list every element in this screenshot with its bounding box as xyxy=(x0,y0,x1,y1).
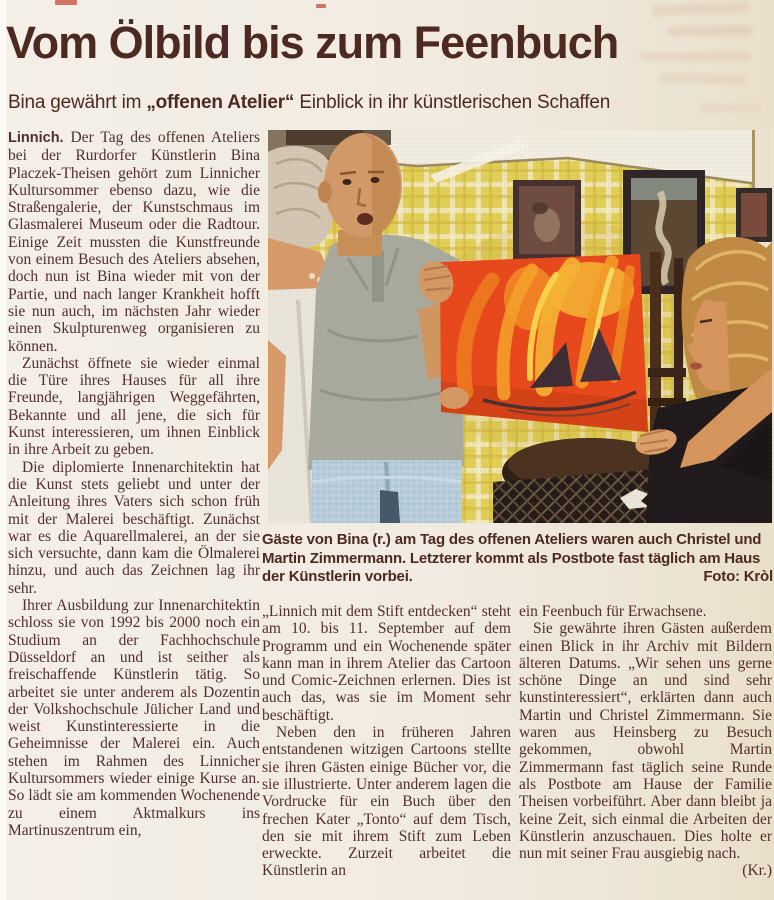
subhead-bold-text: „offenen Atelier“ xyxy=(146,92,295,113)
subhead-text: Bina gewährt im xyxy=(8,92,147,113)
article-column-middle xyxy=(262,603,511,895)
paragraph xyxy=(519,620,772,880)
paragraph: Zunächst öffnete sie wieder einmal die Türe ihres Hauses für all ihre Freunde, langjährigen Weggefährten, Bekannte und all jene, die sich für Kunst interessieren, um ihnen Einblick in ihre Arbeit zu geben. xyxy=(8,354,260,459)
paragraph xyxy=(8,129,260,355)
author-signature: (Kr.) xyxy=(742,862,772,880)
photo-credit: Foto: Kròl xyxy=(703,568,773,586)
photo-illustration xyxy=(268,130,772,523)
paragraph: Neben den in früheren Jahren entstandenen witzigen Cartoons stellte sie ihren Gästen einige Bücher vor, die sie illustrierte. Unter anderem lagen die Vordrucke für ein Buch über den frechen Kater „Tonto“ auf dem Tisch, den sie mit ihrem Stift zum Leben erweckte. Zurzeit arbeitet die Künstlerin an xyxy=(262,724,511,880)
print-bleed-artifact xyxy=(660,73,746,83)
article-column-left xyxy=(8,129,260,895)
scan-artifact-mark xyxy=(316,4,326,8)
halftone-overlay xyxy=(268,130,772,523)
caption-text: Gäste von Bina (r.) am Tag des offenen Ateliers waren auch Christel und Martin Zimmermann. Letzterer kommt als Postbote fast täglich am Haus der Künstlerin vorbei. xyxy=(262,531,762,586)
paragraph: „Linnich mit dem Stift entdecken“ steht am 10. bis 11. September auf dem Programm und ein Wochenende später kann man in ihrem Atelier das Cartoon und Comic-Zeichnen erlernen. Dies ist auch das, was sie im Moment sehr beschäftigt. xyxy=(262,603,511,724)
article-photo xyxy=(268,130,772,523)
scan-artifact-mark xyxy=(55,0,77,5)
paragraph: Ihrer Ausbildung zur Innenarchitektin schloss sie von 1992 bis 2000 noch ein Studium an der Fachhochschule Düsseldorf an und ist seither als freischaffende Künstlerin tätig. So arbeitet sie unter anderem als Dozentin der Volkshochschule Jülicher Land und weist Kunstinteressierte in die Geheimnisse der Malerei ein. Auch stehen im Rahmen des Linnicher Kultursommers wieder einige Kurse an. So lädt sie am kommenden Wochenende zu einem Aktmalkurs ins Martinuszentrum ein, xyxy=(8,597,260,839)
paragraph: Die diplomierte Innenarchitektin hat die Kunst stets geliebt und unter der Anleitung ihres Vaters sich schon früh mit der Malerei beschäftigt. Zunächst war es die Aquarellmalerei, an der sie sich versuchte, dann kam die Ölmalerei hinzu, und auch das Zeichnen lag ihr sehr. xyxy=(8,458,260,597)
subhead-text: Einblick in ihr künstlerischen Schaffen xyxy=(294,92,611,113)
paragraph: ein Feenbuch für Erwachsene. xyxy=(519,603,707,620)
photo-caption xyxy=(262,531,773,595)
paragraph-text: Sie gewährte ihren Gästen außerdem einen Blick in ihr Archiv mit Bildern älteren Datums. „Wir sehen uns gerne schöne Dinge an und sind sehr kunstinteressiert“, erklärten dann auch Martin und Christel Zimmermann. Sie waren aus Heinsberg zu Besuch gekommen, obwohl Martin Zimmermann fast täglich seine Runde als Postbote am Hause der Familie Theisen vorbeiführt. Aber dann bleibt ja keine Zeit, sich einmal die Arbeiten der Künstlerin anzuschauen. Dies holte er nun mit seiner Frau ausgiebig nach. xyxy=(519,620,772,863)
print-bleed-artifact xyxy=(652,2,748,15)
article-headline: Vom Ölbild bis zum Feenbuch xyxy=(6,17,619,68)
article-column-right xyxy=(519,603,772,895)
dateline-lead-in: Linnich. xyxy=(8,130,64,146)
paragraph-text: Der Tag des offenen Ateliers bei der Rurdorfer Künstlerin Bina Placzek-Theisen gehört zum Linnicher Kultursommer ebenso dazu, wie die Straßengalerie, der Kunstschmaus im Glasmalerei Museum oder die Radtour. Einige Zeit mussten die Kunstfreunde von einem Besuch des Ateliers absehen, doch nun ist Bina wieder mit von der Partie, und nach langer Krankheit hofft sie nun auch, im nächsten Jahr wieder einen Skulpturenweg organisieren zu können. xyxy=(8,129,260,355)
article-subhead xyxy=(8,92,768,114)
